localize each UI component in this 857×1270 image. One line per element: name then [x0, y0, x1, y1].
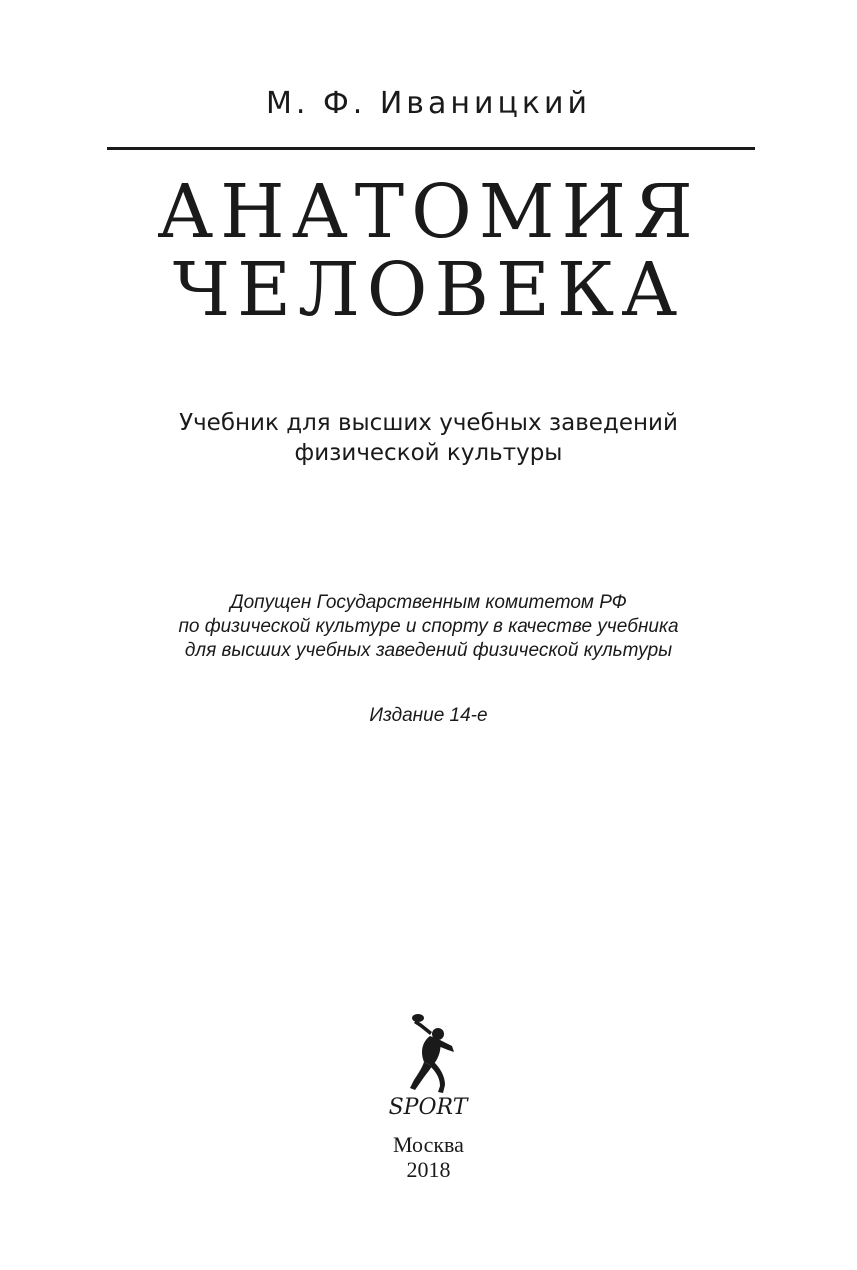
imprint-year: 2018 — [406, 1157, 451, 1182]
author-name: М. Ф. Иваницкий — [265, 86, 591, 121]
discus-thrower-icon — [410, 1014, 454, 1093]
publisher-logo — [382, 1010, 474, 1120]
publisher-logo-text: SPORT — [388, 1095, 468, 1120]
approval-line-1: Допущен Государственным комитетом РФ — [230, 592, 627, 613]
book-title-line-2: ЧЕЛОВЕКА — [172, 247, 685, 333]
edition-label: Издание 14-е — [369, 705, 488, 726]
imprint-city: Москва — [393, 1132, 464, 1157]
subtitle-line-1: Учебник для высших учебных заведений — [179, 410, 678, 436]
subtitle-line-2: физической культуры — [294, 440, 563, 466]
approval-line-3: для высших учебных заведений физической культуры — [184, 640, 673, 661]
title-divider — [107, 147, 755, 150]
approval-line-2: по физической культуре и спорту в качестве учебника — [178, 616, 679, 637]
book-title-line-1: АНАТОМИЯ — [157, 169, 700, 255]
